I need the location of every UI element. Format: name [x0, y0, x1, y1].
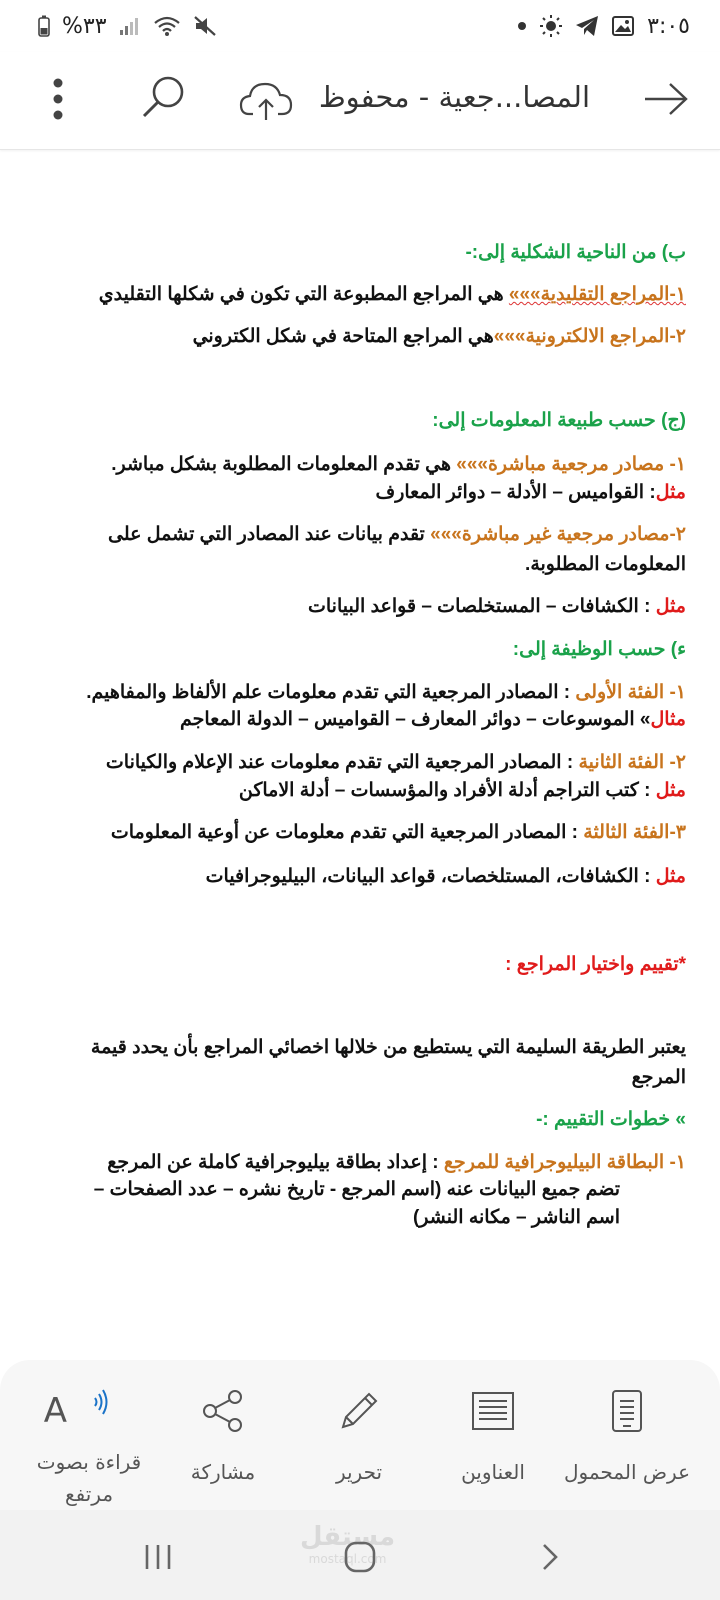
brightness-icon — [539, 14, 563, 38]
bottom-toolbar — [0, 1360, 720, 1510]
read-aloud-label-line-2: مرتفع — [64, 1482, 114, 1506]
term-electronic-references: ٢-المراجع الالكترونية»»» — [493, 326, 686, 347]
home-icon — [343, 1540, 377, 1574]
status-left — [38, 14, 217, 39]
evaluation-heading: *تقييم واختيار المراجع : — [505, 954, 686, 975]
wifi-icon — [153, 15, 181, 37]
term-bibliographic-card: ١- البطاقة البيليوجرافية للمرجع — [443, 1152, 686, 1173]
evaluation-text-continued: المرجع — [631, 1067, 686, 1088]
example-text: : الكشافات – المستخلصات – قواعد البيانات — [308, 596, 656, 617]
arrow-right-icon — [643, 82, 689, 116]
section-d-item-2 — [40, 750, 686, 776]
home-button[interactable] — [330, 1532, 390, 1582]
back-button[interactable] — [640, 74, 692, 124]
section-c-example-2 — [40, 594, 686, 620]
mobile-view-button[interactable] — [562, 1380, 692, 1510]
watermark-text: مستقل — [300, 1522, 396, 1552]
share-icon — [201, 1380, 245, 1442]
edit-button[interactable] — [294, 1380, 424, 1510]
example-text: » الموسوعات – دوائر المعارف – القواميس – الدولة المعاجم — [180, 709, 651, 730]
evaluation-steps-heading: » خطوات التقييم :- — [536, 1109, 686, 1130]
example-label: مثل — [655, 482, 686, 503]
evaluation-text: يعتبر الطريقة السليمة التي يستطيع من خلالها اخصائي المراجع بأن يحدد قيمة — [90, 1037, 686, 1058]
read-aloud-icon — [43, 1380, 113, 1432]
battery-level: %٣٣ — [62, 13, 107, 39]
chevron-right-icon — [540, 1542, 560, 1572]
read-aloud-button[interactable] — [24, 1380, 154, 1510]
search-button[interactable] — [133, 70, 193, 126]
section-b-heading: ب) من الناحية الشكلية إلى:- — [465, 242, 686, 263]
battery-icon — [38, 15, 50, 37]
section-c-item-2-continued: المعلومات المطلوبة. — [525, 554, 686, 575]
example-label: مثال — [650, 709, 686, 730]
definition-first-category: : المصادر المرجعية التي تقدم معلومات علم الألفاظ والمفاهيم. — [86, 682, 576, 703]
definition-third-category: : المصادر المرجعية التي تقدم معلومات عن أوعية المعلومات — [110, 822, 584, 843]
recent-apps-button[interactable] — [128, 1532, 188, 1582]
cloud-save-button[interactable] — [238, 72, 294, 128]
svg-text:A: A — [43, 1391, 67, 1431]
evaluation-step-1 — [40, 1150, 686, 1176]
gallery-icon — [611, 15, 635, 37]
section-d-item-3 — [40, 820, 686, 846]
clock: ٣:٠٥ — [647, 13, 690, 39]
evaluation-step-1-line-2: تضم جميع البيانات عنه (اسم المرجع - تاريخ نشره – عدد الصفحات – — [93, 1179, 620, 1200]
cloud-upload-icon — [239, 78, 293, 122]
status-right — [517, 14, 690, 39]
term-second-category: ٢- الفئة الثانية — [578, 752, 686, 773]
example-text: : الكشافات، المستلخصات، قواعد البيانات، البيليوجرافيات — [205, 866, 656, 887]
term-traditional-references: ١-المراجع التقليدية»»» — [508, 284, 686, 305]
evaluation-step-1-line-3: اسم الناشر – مكانه النشر) — [412, 1207, 620, 1228]
pencil-icon — [337, 1380, 381, 1442]
notification-dot-icon — [517, 21, 527, 31]
telegram-icon — [575, 15, 599, 37]
system-nav-bar — [0, 1510, 720, 1600]
share-button[interactable] — [158, 1380, 288, 1510]
nav-back-button[interactable] — [520, 1532, 580, 1582]
example-label: مثل — [655, 596, 686, 617]
section-d-example-1 — [40, 707, 686, 733]
document-title: المصا...جعية - محفوظ — [318, 80, 590, 114]
app-header — [0, 52, 720, 150]
signal-icon — [119, 16, 141, 36]
example-text: : كتب التراجم أدلة الأفراد والمؤسسات – أدلة الاماكن — [238, 780, 656, 801]
section-c-example-1 — [40, 480, 686, 506]
section-c-item-1 — [40, 452, 686, 478]
section-c-heading: (ج) حسب طبيعة المعلومات إلى: — [432, 410, 686, 431]
term-first-category: ١- الفئة الأولى — [575, 682, 686, 703]
example-label: مثل — [655, 780, 686, 801]
mobile-view-label: عرض المحمول — [563, 1460, 691, 1484]
term-indirect-sources: ٢-مصادر مرجعية غير مباشرة»»» — [430, 524, 686, 545]
headings-label: العناوين — [461, 1460, 525, 1484]
headings-list-icon — [471, 1380, 515, 1442]
read-aloud-label — [37, 1446, 141, 1510]
section-d-heading: ء) حسب الوظيفة إلى: — [512, 639, 686, 660]
definition-direct-sources: هي تقدم المعلومات المطلوبة بشكل مباشر. — [111, 454, 457, 475]
read-aloud-label-line-1: قراءة بصوت — [36, 1450, 142, 1474]
definition-traditional-references: هي المراجع المطبوعة التي تكون في شكلها التقليدي — [98, 284, 509, 305]
term-direct-sources: ١- مصادر مرجعية مباشرة»»» — [456, 454, 686, 475]
mute-icon — [193, 15, 217, 37]
phone-view-icon — [611, 1380, 643, 1442]
definition-second-category: : المصادر المرجعية التي تقدم معلومات عند الإعلام والكيانات — [105, 752, 579, 773]
example-text: : القواميس – الأدلة – دوائر المعارف — [375, 482, 656, 503]
definition-bibliographic-card: : إعداد بطاقة بيليوجرافية كاملة عن المرجع — [107, 1152, 444, 1173]
document-body[interactable] — [0, 150, 720, 1360]
section-d-example-3 — [40, 864, 686, 890]
headings-button[interactable] — [428, 1380, 558, 1510]
definition-electronic-references: هي المراجع المتاحة في شكل الكتروني — [192, 326, 494, 347]
more-vertical-icon — [52, 77, 64, 121]
definition-indirect-sources: تقدم بيانات عند المصادر التي تشمل على — [108, 524, 431, 545]
section-b-item-1 — [40, 282, 686, 308]
search-icon — [138, 73, 188, 123]
share-label: مشاركة — [190, 1460, 256, 1484]
term-third-category: ٣-الفئة الثالثة — [583, 822, 686, 843]
recent-apps-icon — [143, 1543, 173, 1571]
section-d-example-2 — [40, 778, 686, 804]
watermark-sub: mostaql.com — [308, 1552, 387, 1566]
example-label: مثل — [655, 866, 686, 887]
status-bar — [0, 0, 720, 52]
section-d-item-1 — [40, 680, 686, 706]
section-c-item-2 — [40, 522, 686, 548]
more-options-button[interactable] — [40, 74, 76, 124]
edit-label: تحرير — [335, 1460, 383, 1484]
section-b-item-2 — [40, 324, 686, 350]
